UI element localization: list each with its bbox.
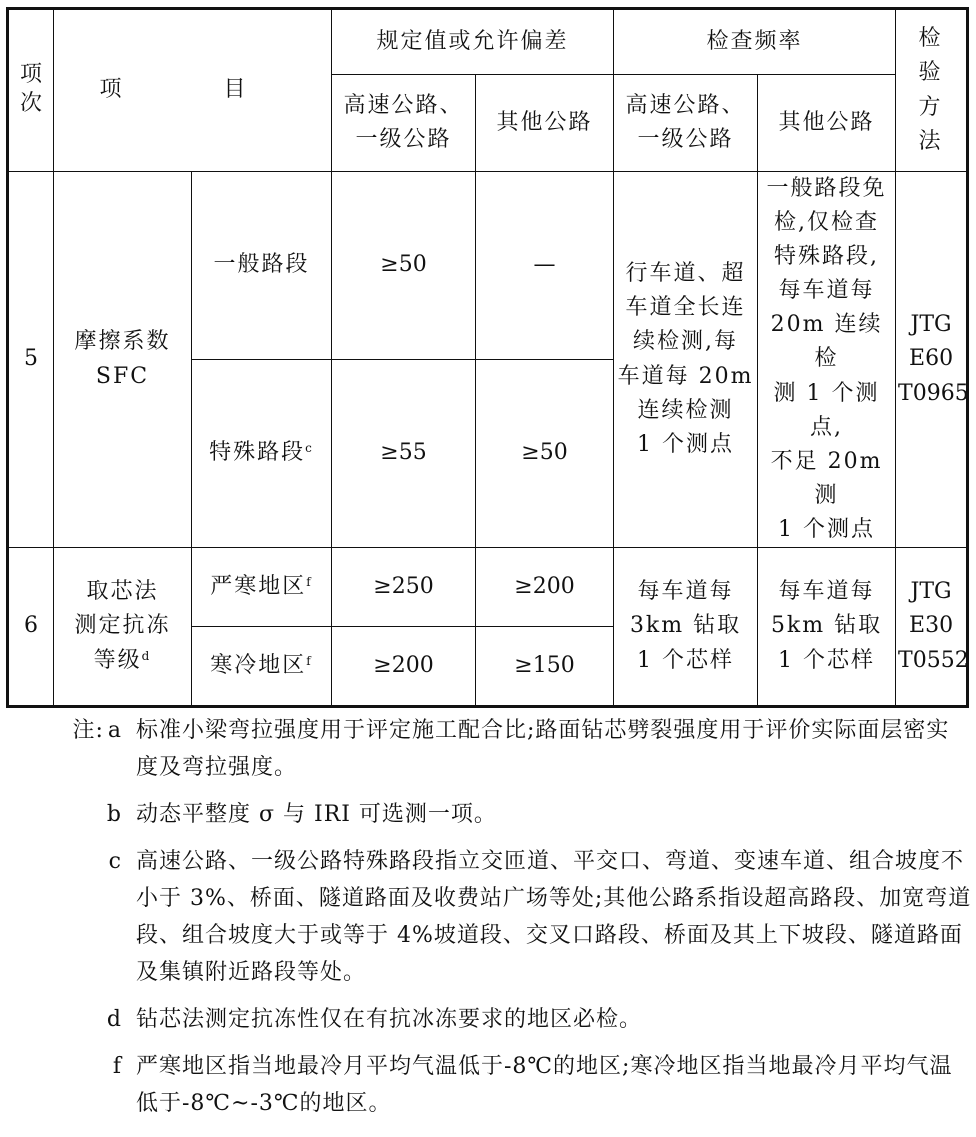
frost-item-note-mark: d: [141, 648, 152, 663]
frost-severe-label-text: 严寒地区: [210, 573, 307, 599]
note-item-f: [60, 1048, 972, 1122]
note-key: b: [106, 802, 122, 827]
frost-severe-label: [192, 548, 332, 627]
sfc-freq-highway-line: 1 个测点: [637, 431, 735, 457]
sfc-freq-other-line: 检,仅检查: [774, 210, 880, 236]
header-freq-group: 检查频率: [614, 9, 896, 75]
sfc-method-line: T0965: [898, 380, 969, 406]
header-item-no: [8, 9, 54, 172]
note-text: 高速公路、一级公路特殊路段指立交匝道、平交口、弯道、变速车道、组合坡度不小于 3%、桥面、隧道路面及收费站广场等处;其他公路系指设超高路段、加宽弯道段、组合坡度大于或等于 4%坡道段、交叉口路段、桥面及其上下坡段、隧道路面及集镇附近路段等处。: [136, 849, 972, 985]
sfc-row-general: [8, 172, 968, 360]
header-row-1: [8, 9, 968, 75]
sfc-item-name: [54, 172, 192, 548]
sfc-freq-other-line: 1 个测点: [778, 516, 876, 542]
sfc-freq-other-line: 特殊路段,: [774, 244, 880, 270]
sfc-special-label: [192, 360, 332, 548]
header-spec-highway-l1: 高速公路、: [343, 92, 464, 118]
sfc-freq-other-line: 一般路段免: [766, 176, 887, 201]
sfc-item-name-l2: SFC: [95, 363, 150, 389]
header-freq-highway: [614, 75, 758, 172]
frost-item-name-l3: 等级: [93, 647, 142, 673]
frost-freq-highway-line: 1 个芯样: [637, 647, 735, 673]
sfc-freq-highway-line: 行车道、超: [625, 261, 746, 287]
sfc-freq-highway-line: 车道全长连: [625, 295, 746, 321]
frost-cold-note-mark: f: [306, 653, 313, 668]
note-item-d: [60, 1001, 972, 1038]
sfc-freq-highway-line: 车道每 20m: [617, 363, 754, 389]
sfc-method: [896, 172, 968, 548]
header-item: [54, 9, 332, 172]
frost-severe-other-value: ≥200: [476, 548, 614, 627]
header-spec-other: 其他公路: [476, 75, 614, 172]
sfc-freq-highway-line: 续检测,每: [633, 329, 739, 355]
frost-method-line: T0552: [898, 647, 969, 673]
frost-freq-other: [758, 548, 896, 707]
sfc-special-other-value: ≥50: [476, 360, 614, 548]
frost-freq-highway-line: 每车道每: [637, 579, 734, 605]
sfc-freq-other-line: 20m 连续检: [770, 312, 883, 372]
frost-severe-note-mark: f: [306, 574, 313, 589]
header-method-text: 检验方法: [918, 26, 944, 154]
note-key: f: [112, 1054, 122, 1079]
sfc-special-label-text: 特殊路段: [209, 440, 306, 466]
note-text: 钻芯法测定抗冻性仅在有抗冰冻要求的地区必检。: [136, 1007, 643, 1032]
frost-item-name-l2: 测定抗冻: [74, 613, 171, 639]
sfc-freq-other-line: 不足 20m 测: [770, 448, 883, 508]
frost-freq-highway: [614, 548, 758, 707]
sfc-special-note-mark: c: [305, 441, 314, 456]
sfc-general-highway-value: ≥50: [332, 172, 476, 360]
sfc-item-no: 5: [8, 172, 54, 548]
sfc-freq-other-line: 每车道每: [778, 278, 875, 304]
note-text: 动态平整度 σ 与 IRI 可选测一项。: [136, 802, 497, 827]
frost-item-name: [54, 548, 192, 707]
sfc-item-name-l1: 摩擦系数: [74, 329, 171, 355]
header-freq-highway-l1: 高速公路、: [625, 92, 746, 118]
frost-method: [896, 548, 968, 707]
frost-severe-highway-value: ≥250: [332, 548, 476, 627]
header-spec-highway: [332, 75, 476, 172]
frost-item-name-l1: 取芯法: [86, 579, 159, 605]
table-notes: [60, 712, 972, 1132]
sfc-special-highway-value: ≥55: [332, 360, 476, 548]
frost-cold-label-text: 寒冷地区: [210, 652, 307, 678]
frost-freq-other-line: 5km 钻取: [770, 613, 883, 639]
sfc-method-line: JTG: [910, 312, 952, 338]
sfc-general-other-value: —: [476, 172, 614, 360]
sfc-freq-highway: [614, 172, 758, 548]
notes-lead: 注:: [72, 718, 104, 743]
frost-method-line: E30: [909, 613, 954, 639]
sfc-method-line: E60: [909, 346, 954, 372]
frost-cold-other-value: ≥150: [476, 627, 614, 707]
header-item-no-text: 项次: [19, 61, 42, 117]
note-marker: [60, 712, 136, 786]
frost-freq-other-line: 每车道每: [778, 579, 875, 605]
inspection-table: [6, 7, 969, 708]
header-spec-highway-l2: 一级公路: [355, 127, 452, 152]
frost-method-line: JTG: [910, 579, 952, 605]
header-freq-other: 其他公路: [758, 75, 896, 172]
note-item-a: [60, 712, 972, 786]
note-item-b: [60, 796, 972, 833]
note-text: 标准小梁弯拉强度用于评定施工配合比;路面钻芯劈裂强度用于评价实际面层密实度及弯拉强度。: [136, 718, 950, 780]
note-text: 严寒地区指当地最冷月平均气温低于-8℃的地区;寒冷地区指当地最冷月平均气温低于-8℃~-3℃的地区。: [136, 1054, 953, 1116]
note-key: d: [106, 1007, 122, 1032]
header-freq-highway-l2: 一级公路: [637, 127, 734, 152]
header-spec-group: 规定值或允许偏差: [332, 9, 614, 75]
sfc-general-label: 一般路段: [192, 172, 332, 360]
frost-item-no: 6: [8, 548, 54, 707]
note-key: a: [107, 718, 122, 743]
frost-freq-other-line: 1 个芯样: [778, 647, 876, 673]
frost-row-severe: [8, 548, 968, 627]
sfc-freq-other: [758, 172, 896, 548]
sfc-freq-other-line: 测 1 个测点,: [773, 380, 880, 440]
sfc-freq-highway-line: 连续检测: [637, 397, 734, 423]
frost-item-name-l3-wrap: [56, 644, 189, 678]
note-key: c: [108, 849, 122, 874]
frost-freq-highway-line: 3km 钻取: [629, 613, 742, 639]
frost-cold-label: [192, 627, 332, 707]
header-method: [896, 9, 968, 172]
header-item-text: 项 目: [99, 77, 286, 103]
note-item-c: [60, 843, 972, 991]
frost-cold-highway-value: ≥200: [332, 627, 476, 707]
